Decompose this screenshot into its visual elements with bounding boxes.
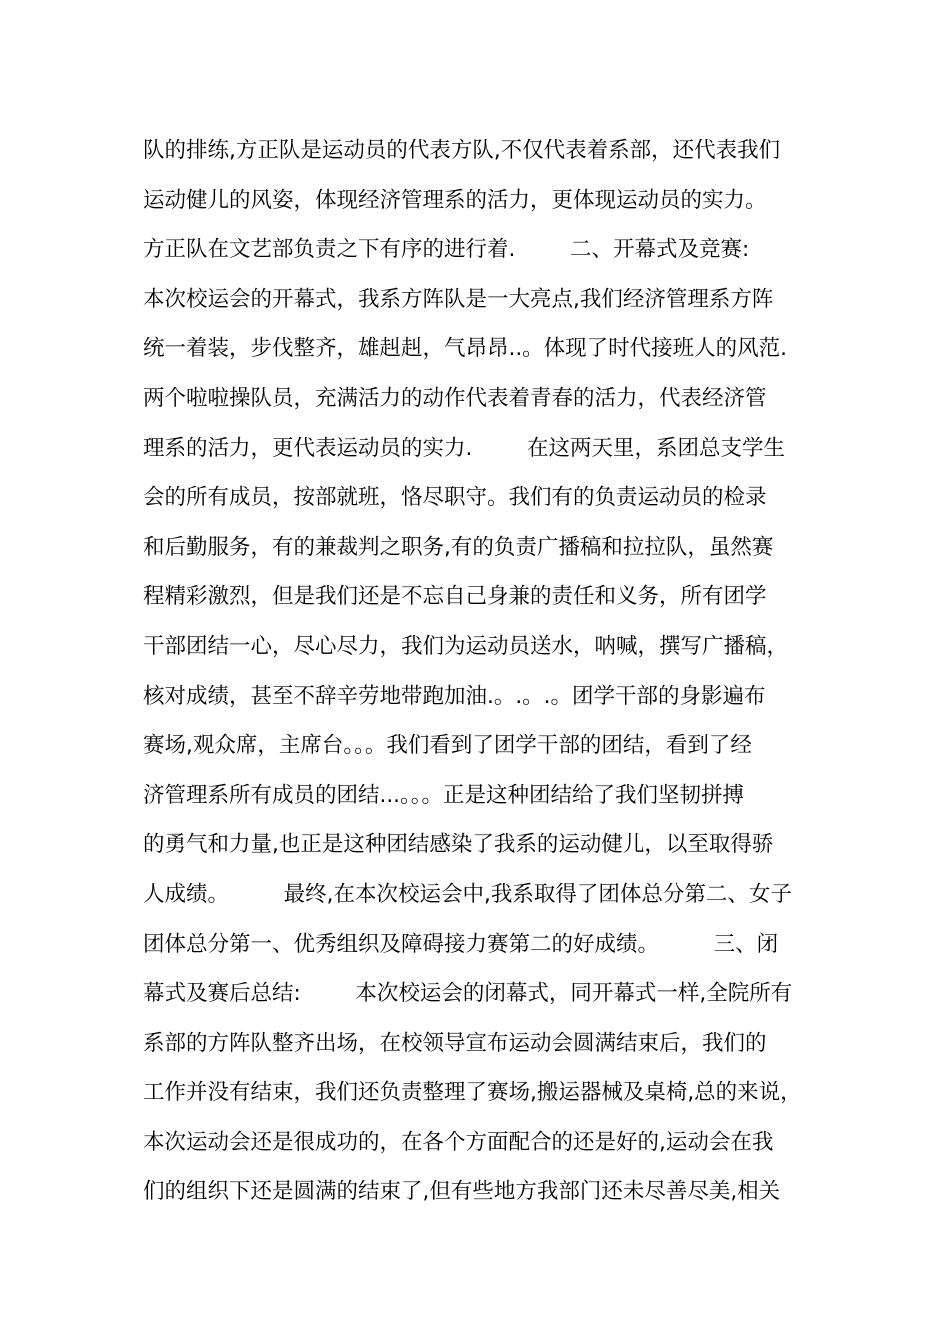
text-line: 幕式及赛后总结: 本次校运会的闭幕式，同开幕式一样,全院所有 xyxy=(143,981,793,1007)
text-line: 人成绩。 最终,在本次校运会中,我系取得了团体总分第二、女子 xyxy=(143,881,792,907)
text-line: 济管理系所有成员的团结...。。。正是这种团结给了我们坚韧拼搏 xyxy=(143,782,745,808)
text-line: 和后勤服务，有的兼裁判之职务,有的负责广播稿和拉拉队，虽然赛 xyxy=(143,534,774,560)
text-line: 本次校运会的开幕式，我系方阵队是一大亮点,我们经济管理系方阵 xyxy=(143,286,774,312)
text-line: 方正队在文艺部负责之下有序的进行着. 二、开幕式及竞赛: xyxy=(143,237,750,263)
text-line: 理系的活力，更代表运动员的实力. 在这两天里，系团总支学生 xyxy=(143,435,786,461)
text-line: 核对成绩，甚至不辞辛劳地带跑加油.。.。.。团学干部的身影遍布 xyxy=(143,683,766,709)
text-line: 队的排练,方正队是运动员的代表方队,不仅代表着系部，还代表我们 xyxy=(143,138,781,163)
text-line: 团体总分第一、优秀组织及障碍接力赛第二的好成绩。 三、闭 xyxy=(143,931,779,957)
text-line: 统一着装，步伐整齐，雄赳赳，气昂昂..。体现了时代接班人的风范. xyxy=(143,336,788,362)
text-line: 工作并没有结束，我们还负责整理了赛场,搬运器械及桌椅,总的来说， xyxy=(143,1080,802,1106)
body-text xyxy=(143,126,843,1217)
text-line: 两个啦啦操队员，充满活力的动作代表着青春的活力，代表经济管 xyxy=(143,385,767,411)
text-line: 赛场,观众席，主席台。。。我们看到了团学干部的团结，看到了经 xyxy=(143,733,752,759)
text-line: 们的组织下还是圆满的结束了,但有些地方我部门还未尽善尽美,相关 xyxy=(143,1179,781,1205)
text-line: 运动健儿的风姿，体现经济管理系的活力，更体现运动员的实力。 xyxy=(143,187,767,213)
text-line: 会的所有成员，按部就班，恪尽职守。我们有的负责运动员的检录 xyxy=(143,485,767,511)
text-line: 干部团结一心，尽心尽力，我们为运动员送水，呐喊，撰写广播稿， xyxy=(143,633,789,659)
text-line: 系部的方阵队整齐出场，在校领导宣布运动会圆满结束后，我们的 xyxy=(143,1030,767,1056)
text-line: 程精彩激烈，但是我们还是不忘自己身兼的责任和义务，所有团学 xyxy=(143,584,767,610)
text-line: 的勇气和力量,也正是这种团结感染了我系的运动健儿，以至取得骄 xyxy=(143,832,774,858)
text-line: 本次运动会还是很成功的，在各个方面配合的还是好的,运动会在我 xyxy=(143,1129,774,1155)
